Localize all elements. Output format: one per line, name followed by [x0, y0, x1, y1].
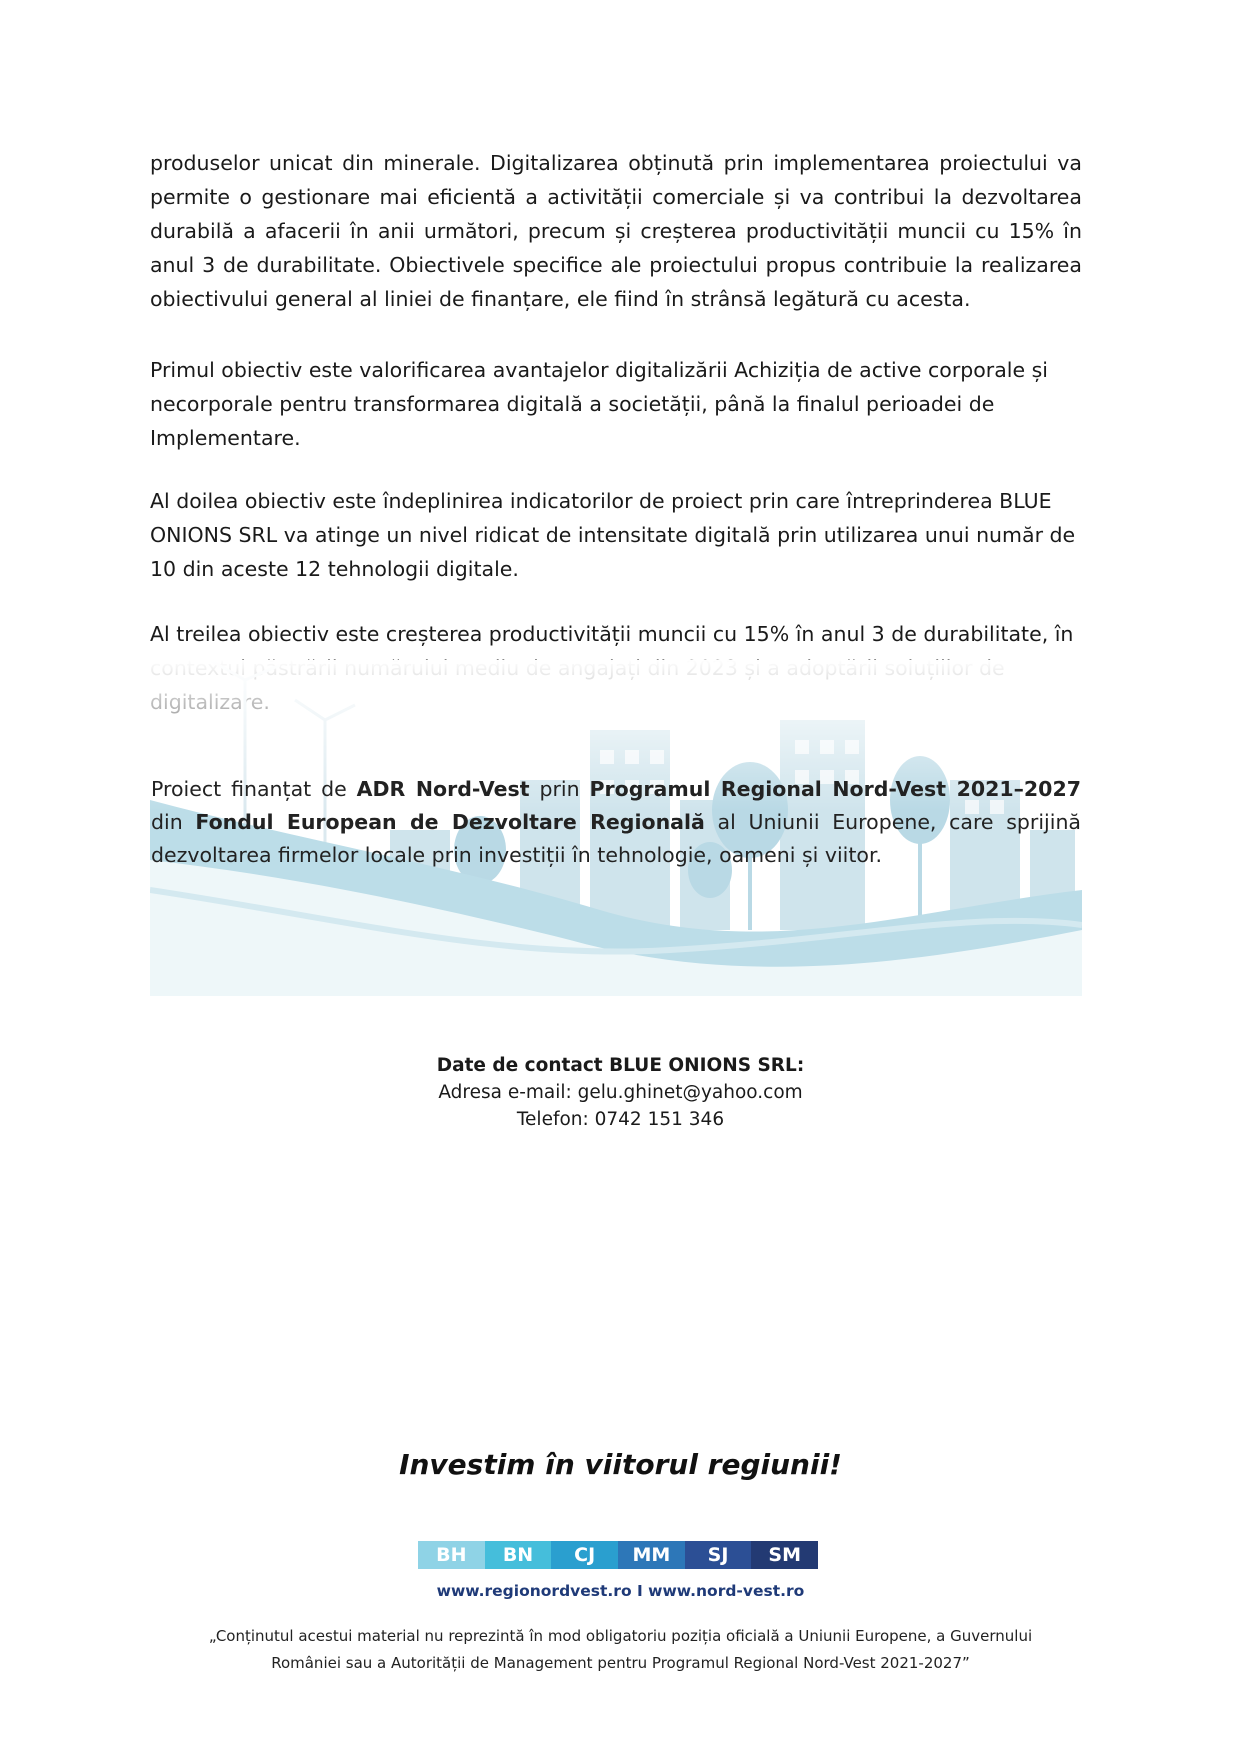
- disclaimer-line-1: „Conținutul acestui material nu reprezintă în mod obligatoriu poziția oficială a Uniunii Europene, a Guvernului: [208, 1627, 1033, 1645]
- funding-statement: [151, 773, 1081, 872]
- funding-text-4: al Uniunii Europene, care sprijină dezvoltarea firmelor locale prin investiții în tehnologie, oameni și viitor.: [151, 809, 1081, 867]
- county-bar: [418, 1541, 818, 1569]
- websites-link[interactable]: www.regionordvest.ro I www.nord-vest.ro: [436, 1582, 805, 1600]
- funding-text-2: prin: [529, 776, 590, 801]
- funding-text-1: Proiect finanțat de: [151, 776, 357, 801]
- county-mm: MM: [618, 1541, 685, 1569]
- funding-fund: Fondul European de Dezvoltare Regională: [195, 809, 705, 834]
- county-bh: BH: [418, 1541, 485, 1569]
- contact-phone: Telefon: 0742 151 346: [516, 1109, 725, 1130]
- funding-adr: ADR Nord-Vest: [356, 776, 530, 801]
- county-cj: CJ: [551, 1541, 618, 1569]
- county-sj: SJ: [685, 1541, 752, 1569]
- contact-email: Adresa e-mail: gelu.ghinet@yahoo.com: [438, 1082, 803, 1103]
- funding-text-3: din: [151, 809, 196, 834]
- paragraph-objective-1: Primul obiectiv este valorificarea avantajelor digitalizării Achiziția de active corporale și necorporale pentru transformarea digitală a societății, până la finalul perioadei de Implementare.: [150, 358, 1048, 450]
- paragraph-intro: produselor unicat din minerale. Digitalizarea obținută prin implementarea proiectului va permite o gestionare mai eficientă a activității comerciale și va contribui la dezvoltarea durabilă a afacerii în anii următori, precum și creșterea productivității muncii cu 15% în anul 3 de durabilitate. Obiectivele specifice ale proiectului propus contribuie la realizarea obiectivului general al liniei de finanțare, ele fiind în strânsă legătură cu acesta.: [150, 151, 1082, 311]
- disclaimer-line-2: României sau a Autorității de Management pentru Programul Regional Nord-Vest 2021-2027”: [271, 1654, 970, 1672]
- slogan: Investim în viitorul regiunii!: [399, 1448, 842, 1481]
- contact-title: Date de contact BLUE ONIONS SRL:: [436, 1055, 805, 1076]
- paragraph-objective-3: Al treilea obiectiv este creșterea productivității muncii cu 15% în anul 3 de durabilitate, în: [150, 622, 1074, 646]
- county-sm: SM: [751, 1541, 818, 1569]
- funding-program: Programul Regional Nord-Vest 2021–2027: [589, 776, 1081, 801]
- county-bn: BN: [485, 1541, 552, 1569]
- paragraph-objective-2: Al doilea obiectiv este îndeplinirea indicatorilor de proiect prin care întreprinderea BLUE ONIONS SRL va atinge un nivel ridicat de intensitate digitală prin utilizarea unui număr de 10 din aceste 12 tehnologii digitale.: [150, 489, 1076, 581]
